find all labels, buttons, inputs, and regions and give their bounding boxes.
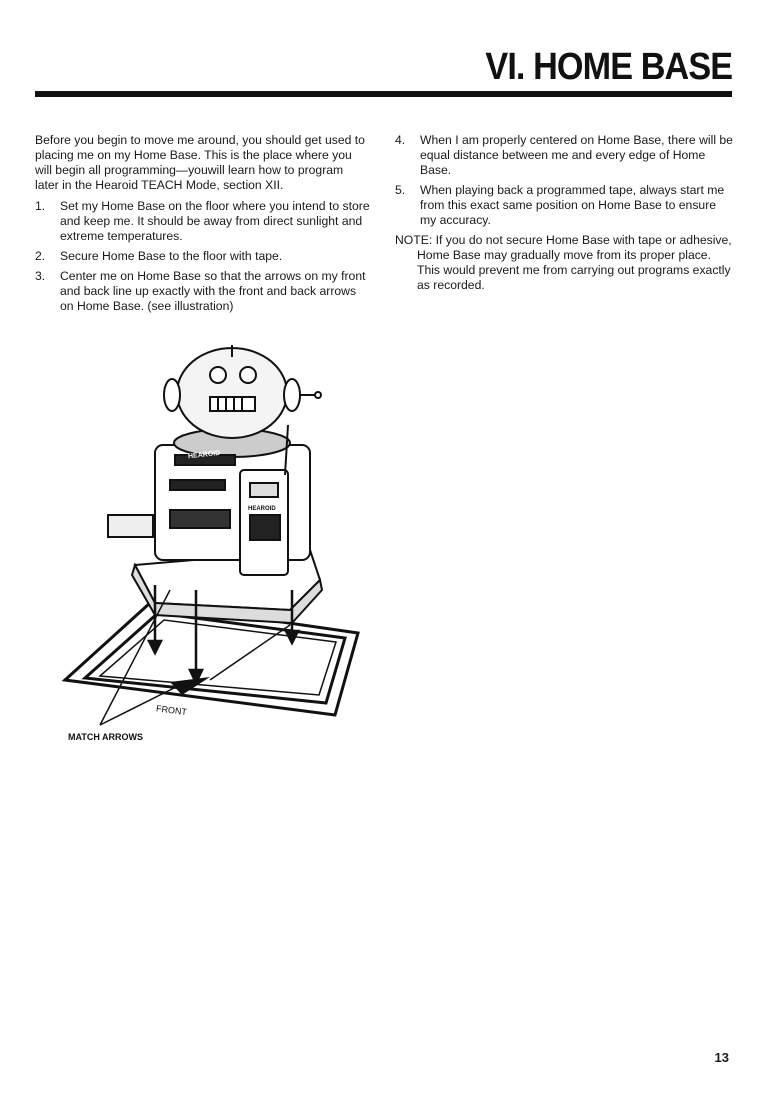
item-text: Set my Home Base on the floor where you intend to store and keep me. It should be away from direct sunlight and extreme temperatures.	[60, 199, 370, 243]
home-base-mat	[65, 603, 358, 718]
page-title: VI. HOME BASE	[485, 46, 732, 88]
robot-illustration	[60, 335, 380, 755]
item-text: Center me on Home Base so that the arrows on my front and back line up exactly with the front and back arrows on Home Base. (see illustration)	[60, 269, 366, 313]
item-text: When playing back a programmed tape, always start me from this exact same position on Home Base to ensure my accuracy.	[420, 183, 725, 227]
item-number: 1.	[35, 199, 46, 213]
title-rule	[35, 91, 732, 97]
front-label: FRONT	[155, 703, 188, 718]
list-item	[35, 199, 370, 244]
item-text: When I am properly centered on Home Base, there will be equal distance between me and every edge of Home Base.	[420, 133, 733, 177]
intro-paragraph: Before you begin to move me around, you should get used to placing me on my Home Base. This is the place where you will begin all programming—youwill learn how to program later in the Hearoid TEACH Mode, section XII.	[35, 133, 365, 192]
front-arrow-marker	[170, 677, 210, 695]
list-item	[35, 249, 370, 264]
match-arrows-label: MATCH ARROWS	[68, 732, 143, 742]
item-number: 2.	[35, 249, 46, 263]
item-number: 4.	[395, 133, 406, 147]
item-number: 3.	[35, 269, 46, 283]
list-item	[395, 133, 735, 178]
item-text: Secure Home Base to the floor with tape.	[60, 249, 283, 263]
list-item	[395, 183, 735, 228]
left-column	[35, 133, 370, 319]
right-column	[395, 133, 735, 293]
list-item	[35, 269, 370, 314]
robot-head	[164, 345, 321, 438]
robot-body-label: HEAROID	[187, 449, 221, 461]
radio-label: HEAROID	[248, 506, 276, 512]
note-paragraph: NOTE: If you do not secure Home Base with tape or adhesive, Home Base may gradually move from its proper place. This would prevent me from carrying out programs exactly as recorded.	[395, 233, 732, 292]
page-number: 13	[714, 1050, 729, 1065]
item-number: 5.	[395, 183, 406, 197]
